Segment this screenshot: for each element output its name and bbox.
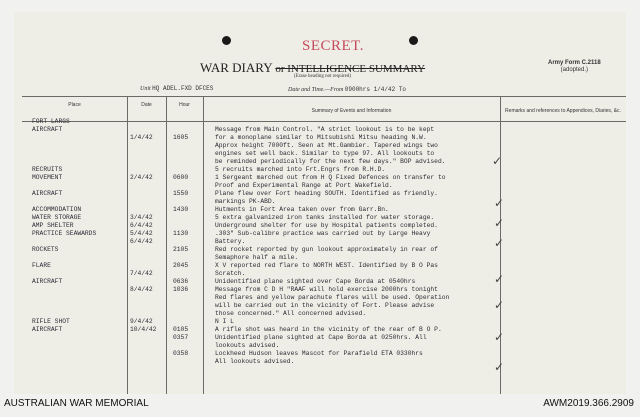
- hour-entry: 2045: [173, 262, 189, 269]
- hour-entry: 1550: [173, 190, 189, 197]
- form-number: [548, 60, 601, 74]
- summary-line: for a monoplane similar to Mitsubishi Mitsu heading N.W.: [215, 134, 427, 141]
- date-entry: [130, 294, 156, 302]
- hour-entry: 0357: [173, 334, 189, 341]
- summary-line: .303" Sub-calibre practice was carried out by Large Heavy: [215, 230, 431, 237]
- summary-line: Unidentified plane sighted at Cape Borda at 0250hrs. All: [215, 334, 427, 341]
- place-entry: RECRUITS: [32, 166, 63, 173]
- place-entry: AMP SHELTER: [32, 222, 74, 229]
- check-mark: ✓: [494, 360, 505, 374]
- date-entry: [130, 158, 156, 166]
- place-entry: [32, 294, 96, 302]
- date-entry: [130, 126, 156, 134]
- date-entry: 8/4/42: [130, 286, 153, 293]
- hour-entry: [173, 310, 188, 318]
- date-entry: [130, 166, 156, 174]
- summary-line: Message from C D H "RAAF will hold exercise 2000hrs tonight: [215, 286, 438, 293]
- col-header-date: Date: [141, 102, 152, 108]
- hour-entry: [173, 182, 188, 190]
- hour-entry: [173, 294, 188, 302]
- place-entry: [32, 286, 96, 294]
- hour-entry: [173, 214, 188, 222]
- hour-entry: [173, 158, 188, 166]
- check-mark: ✓: [494, 298, 505, 312]
- dates-column: [130, 126, 156, 342]
- hour-entry: [173, 270, 188, 278]
- hour-entry: 0600: [173, 174, 189, 181]
- place-entry: AIRCRAFT: [32, 326, 63, 333]
- place-entry: WATER STORAGE: [32, 214, 82, 221]
- summary-line: Approx height 7000ft. Seen at Mt.Gambier. Tapered wings two: [215, 142, 438, 149]
- summary-line: 5 extra galvanized iron tanks installed for water storage.: [215, 214, 435, 221]
- date-entry: [130, 278, 156, 286]
- col-divider-place: [127, 96, 128, 394]
- place-entry: AIRCRAFT: [32, 190, 63, 197]
- place-entry: ROCKETS: [32, 246, 59, 253]
- punch-hole-left: [222, 36, 231, 45]
- check-mark: ✓: [494, 236, 505, 250]
- hour-entry: [173, 126, 188, 134]
- date-entry: 3/4/42: [130, 214, 153, 221]
- summary-line: those concerned." All concerned advised.: [215, 310, 367, 317]
- date-entry: [130, 150, 156, 158]
- date-entry: 6/4/42: [130, 222, 153, 229]
- summary-line: Hutments in Fort Area taken over from Garr.Bn.: [215, 206, 389, 213]
- col-header-place: Place: [68, 102, 81, 108]
- col-divider-date: [166, 96, 167, 394]
- place-entry: FORT LARGS: [32, 118, 70, 125]
- summary-line: N I L: [215, 318, 234, 325]
- date-entry: [130, 262, 156, 270]
- punch-hole-right: [409, 36, 418, 45]
- place-entry: RIFLE SHOT: [32, 318, 70, 325]
- place-entry: [32, 198, 96, 206]
- hour-entry: 0636: [173, 278, 189, 285]
- check-mark: ✓: [494, 216, 505, 230]
- summary-line: Message from Main Control. "A strict lookout is to be kept: [215, 126, 435, 133]
- places-column: [32, 118, 96, 334]
- col-header-remarks: Remarks and references to Appendices, Diaries, &c.: [505, 108, 621, 114]
- summary-line: Lockheed Hudson leaves Mascot for Parafield ETA 0330hrs: [215, 350, 423, 357]
- place-entry: [32, 142, 96, 150]
- place-entry: [32, 134, 96, 142]
- check-mark: ✓: [494, 272, 505, 286]
- hour-entry: 2105: [173, 246, 189, 253]
- table-top-rule: [22, 96, 626, 97]
- datetime-label: Date and Time.—From: [288, 87, 344, 93]
- summary-line: Proof and Experimental Range at Port Wakefield.: [215, 182, 393, 189]
- date-entry: 5/4/42: [130, 230, 153, 237]
- date-entry: 9/4/42: [130, 318, 153, 325]
- date-entry: [130, 254, 156, 262]
- summary-line: lookouts advised.: [215, 342, 280, 349]
- footer-accession: AWM2019.366.2909: [543, 398, 634, 409]
- summary-line: Semaphore half a mile.: [215, 254, 299, 261]
- hour-entry: [173, 222, 188, 230]
- date-entry: [130, 190, 156, 198]
- place-entry: MOVEMENT: [32, 174, 63, 181]
- hour-entry: [173, 150, 188, 158]
- summary-line: markings PK-ABD.: [215, 198, 276, 205]
- form-number-text: Army Form C.2118: [548, 60, 601, 66]
- unit-label: Unit: [140, 86, 151, 92]
- footer-credit: AUSTRALIAN WAR MEMORIAL: [4, 398, 149, 409]
- unit-line: [140, 85, 213, 92]
- place-entry: [32, 310, 96, 318]
- title-prefix: WAR DIARY: [200, 60, 273, 75]
- hour-entry: [173, 254, 188, 262]
- col-divider-hour: [203, 96, 204, 394]
- date-entry: [130, 334, 156, 342]
- summary-line: Unidentified plane sighted over Cape Borda at 0540hrs: [215, 278, 416, 285]
- place-entry: [32, 158, 96, 166]
- place-entry: [32, 182, 96, 190]
- place-entry: [32, 270, 96, 278]
- hour-entry: [173, 166, 188, 174]
- check-mark: ✓: [494, 196, 505, 210]
- hour-entry: [173, 238, 188, 246]
- summary-line: Underground shelter for use by Hospital patients completed.: [215, 222, 438, 229]
- date-entry: 7/4/42: [130, 270, 153, 277]
- date-entry: 2/4/42: [130, 174, 153, 181]
- col-header-hour: Hour: [179, 102, 190, 108]
- hour-entry: [173, 342, 188, 350]
- summary-line: Battery.: [215, 238, 246, 245]
- form-note: (adopted.): [560, 67, 589, 73]
- hour-entry: 1605: [173, 134, 189, 141]
- date-entry: 6/4/42: [130, 238, 153, 245]
- title-struck: or INTELLIGENCE SUMMARY: [275, 63, 426, 75]
- hour-entry: [173, 318, 188, 326]
- hour-entry: 0358: [173, 350, 189, 357]
- summary-column: [215, 126, 449, 366]
- summary-line: Red rocket reported by gun lookout approximately in rear of: [215, 246, 438, 253]
- date-entry: [130, 142, 156, 150]
- place-entry: [32, 302, 96, 310]
- summary-line: All lookouts advised.: [215, 358, 295, 365]
- check-mark: ✓: [492, 154, 503, 168]
- place-entry: AIRCRAFT: [32, 278, 63, 285]
- col-header-summary: Summary of Events and Information: [311, 108, 392, 114]
- check-mark: ✓: [494, 330, 505, 344]
- date-entry: 10/4/42: [130, 326, 157, 333]
- hour-entry: 1430: [173, 206, 189, 213]
- summary-line: A rifle shot was heard in the vicinity of the rear of B O P.: [215, 326, 442, 333]
- erase-note: (Erase heading not required): [294, 74, 352, 79]
- date-entry: [130, 206, 156, 214]
- header-bottom-rule: [22, 121, 626, 122]
- place-entry: PRACTICE SEAWARDS: [32, 230, 97, 237]
- hour-entry: [173, 302, 188, 310]
- summary-line: will be carried out in the vicinity of Fort. Please advise: [215, 302, 435, 309]
- hour-entry: 1130: [173, 230, 189, 237]
- summary-line: X V reported red flare to NORTH WEST. Identified by B O Pas: [215, 262, 438, 269]
- date-entry: [130, 198, 156, 206]
- summary-line: engines set well back. Similar to type 97. All lookouts to: [215, 150, 435, 157]
- summary-line: 5 recruits marched into Frt.Engrs from R.H.D.: [215, 166, 386, 173]
- date-entry: [130, 302, 156, 310]
- date-entry: [130, 246, 156, 254]
- hour-entry: [173, 198, 188, 206]
- place-entry: [32, 150, 96, 158]
- date-entry: [130, 182, 156, 190]
- summary-line: Plane flew over Fort heading SOUTH. Identified as friendly.: [215, 190, 438, 197]
- hour-entry: 0105: [173, 326, 189, 333]
- secret-stamp: SECRET.: [302, 38, 364, 54]
- date-entry: [130, 310, 156, 318]
- summary-line: 1 Sergeant marched out from H Q Fixed Defences on transfer to: [215, 174, 446, 181]
- hour-entry: 1036: [173, 286, 189, 293]
- place-entry: [32, 238, 96, 246]
- date-entry: 1/4/42: [130, 134, 153, 141]
- hour-entry: [173, 142, 188, 150]
- place-entry: AIRCRAFT: [32, 126, 63, 133]
- datetime-line: [288, 86, 406, 93]
- datetime-value: 0900hrs 1/4/42 To: [344, 86, 406, 93]
- place-entry: FLARE: [32, 262, 51, 269]
- place-entry: ACCOMMODATION: [32, 206, 82, 213]
- unit-value: HQ ADEL.FXD DFCES: [152, 85, 214, 92]
- summary-line: Red flares and yellow parachute flares will be used. Operation: [215, 294, 450, 301]
- summary-line: be reminded periodically for the next few days." BOP advised.: [215, 158, 446, 165]
- summary-line: Scratch.: [215, 270, 246, 277]
- place-entry: [32, 254, 96, 262]
- hours-column: [173, 126, 188, 358]
